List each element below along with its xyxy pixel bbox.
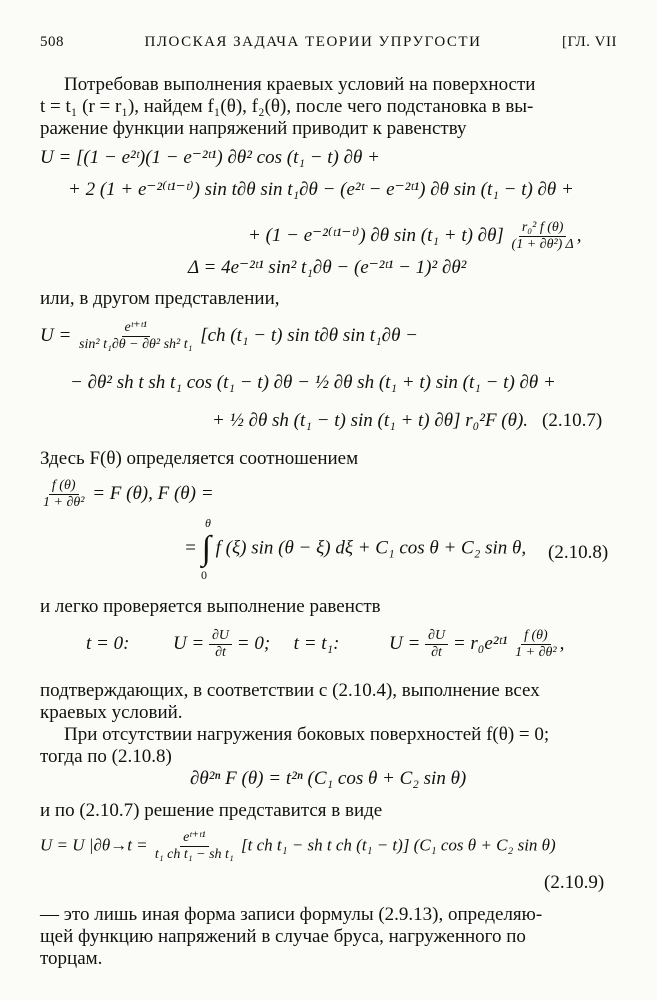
equation-part: U = U |∂θ→t = xyxy=(40,835,148,855)
fraction-numerator: r₀² f (θ) xyxy=(519,220,567,237)
fraction-denominator: sin² t₁∂θ − ∂θ² sh² t₁ xyxy=(79,337,193,352)
fraction-denominator: t₁ ch t₁ − sh t₁ xyxy=(154,847,234,862)
paragraph-line: или, в другом представлении, xyxy=(40,288,280,309)
fraction-denominator: 1 + ∂θ² xyxy=(43,495,85,510)
paragraph-line: t = t₁ (r = r₁), найдем f₁(θ), f₂(θ), после чего подстановка в вы- xyxy=(40,96,534,117)
fraction xyxy=(40,478,87,511)
fraction xyxy=(76,320,195,353)
fraction-numerator: eᵗ⁺ᵗ¹ xyxy=(122,320,151,337)
fraction-denominator: ∂t xyxy=(215,645,226,660)
paragraph-line: и по (2.10.7) решение представится в виде xyxy=(40,800,383,821)
paragraph-line: краевых условий. xyxy=(40,702,183,723)
equation-part: f (ξ) sin (θ − ξ) dξ + C₁ cos θ + C₂ sin θ, xyxy=(215,537,527,559)
fraction-numerator: ∂U xyxy=(425,628,448,645)
paragraph-line: и легко проверяется выполнение равенств xyxy=(40,596,381,617)
equation-part: U = xyxy=(388,632,421,654)
fraction-denominator: ∂t xyxy=(431,645,442,660)
equation-line: Δ = 4e⁻²ᵗ¹ sin² t₁∂θ − (e⁻²ᵗ¹ − 1)² ∂θ² xyxy=(188,257,467,278)
running-title: ПЛОСКАЯ ЗАДАЧА ТЕОРИИ УПРУГОСТИ xyxy=(144,34,482,50)
equation-number: (2.10.9) xyxy=(544,872,605,893)
integral-upper-limit: θ xyxy=(205,516,211,530)
equation-line: + 2 (1 + e⁻²⁽ᵗ¹⁻ᵗ⁾) sin t∂θ sin t₁∂θ − (e²ᵗ − e⁻²ᵗ¹) ∂θ sin (t₁ − t) ∂θ + xyxy=(68,179,574,200)
equation-part: U = xyxy=(40,324,72,346)
paragraph-line: — это лишь иная форма записи формулы (2.9.13), определяю- xyxy=(40,904,543,925)
fraction xyxy=(512,628,559,661)
fraction xyxy=(509,220,577,253)
fraction-numerator: ∂U xyxy=(209,628,232,645)
equation-line xyxy=(248,220,582,253)
paragraph-line: ражение функции напряжений приводит к равенству xyxy=(40,118,467,139)
running-header xyxy=(40,34,617,51)
chapter-label: [ГЛ. VII xyxy=(561,34,617,50)
equation-number: (2.10.8) xyxy=(548,542,609,563)
equation-part: t = 0: xyxy=(86,632,130,654)
page-number: 508 xyxy=(40,34,64,50)
equation-line xyxy=(40,830,556,863)
fraction-numerator: f (θ) xyxy=(49,478,79,495)
paragraph-line: При отсутствии нагружения боковых поверхностей f(θ) = 0; xyxy=(64,724,550,745)
paragraph-line: щей функцию напряжений в случае бруса, нагруженного по xyxy=(40,926,526,947)
fraction-numerator: eᵗ⁺ᵗ¹ xyxy=(180,830,209,847)
equation-part: = xyxy=(184,537,197,559)
equation-part: = r₀e²ᵗ¹ xyxy=(452,632,508,654)
equation-line xyxy=(40,478,214,511)
equation-number: (2.10.7) xyxy=(542,410,603,431)
equation-part: = 0; xyxy=(236,632,271,654)
paragraph-line: торцам. xyxy=(40,948,103,969)
fraction xyxy=(209,628,232,661)
paragraph-line: тогда по (2.10.8) xyxy=(40,746,172,767)
fraction-numerator: f (θ) xyxy=(521,628,551,645)
equation-line xyxy=(86,628,564,661)
equation-comma: , xyxy=(576,224,582,246)
equation-part: t = t₁: xyxy=(293,632,340,654)
paragraph-line: Потребовав выполнения краевых условий на поверхности xyxy=(64,74,536,95)
paragraph-line: подтверждающих, в соответствии с (2.10.4), выполнение всех xyxy=(40,680,540,701)
equation-line: U = [(1 − e²ᵗ)(1 − e⁻²ᵗ¹) ∂θ² cos (t₁ − t) ∂θ + xyxy=(40,147,380,168)
equation-line xyxy=(40,320,418,353)
equation-line xyxy=(184,530,527,567)
fraction-denominator: 1 + ∂θ² xyxy=(515,645,557,660)
equation-part: + (1 − e⁻²⁽ᵗ¹⁻ᵗ⁾) ∂θ sin (t₁ + t) ∂θ] xyxy=(248,224,504,246)
equation-part: = F (θ), F (θ) = xyxy=(92,482,214,504)
equation-line: − ∂θ² sh t sh t₁ cos (t₁ − t) ∂θ − ½ ∂θ sh (t₁ + t) sin (t₁ − t) ∂θ + xyxy=(70,372,556,393)
integral-sign: ∫ xyxy=(201,530,211,567)
equation-part: U = xyxy=(172,632,205,654)
paragraph-line: Здесь F(θ) определяется соотношением xyxy=(40,448,359,469)
equation-part: [ch (t₁ − t) sin t∂θ sin t₁∂θ − xyxy=(200,324,418,346)
equation-line: ∂θ²ⁿ F (θ) = t²ⁿ (C₁ cos θ + C₂ sin θ) xyxy=(190,768,467,789)
equation-comma: , xyxy=(559,632,565,654)
integral-lower-limit: 0 xyxy=(201,568,207,582)
fraction xyxy=(425,628,448,661)
equation-part: [t ch t₁ − sh t ch (t₁ − t)] (C₁ cos θ + C₂ sin θ) xyxy=(241,835,556,855)
fraction xyxy=(152,830,237,863)
fraction-denominator: (1 + ∂θ²) Δ xyxy=(511,237,574,252)
equation-line: + ½ ∂θ sh (t₁ − t) sin (t₁ + t) ∂θ] r₀²F (θ). xyxy=(212,410,529,431)
